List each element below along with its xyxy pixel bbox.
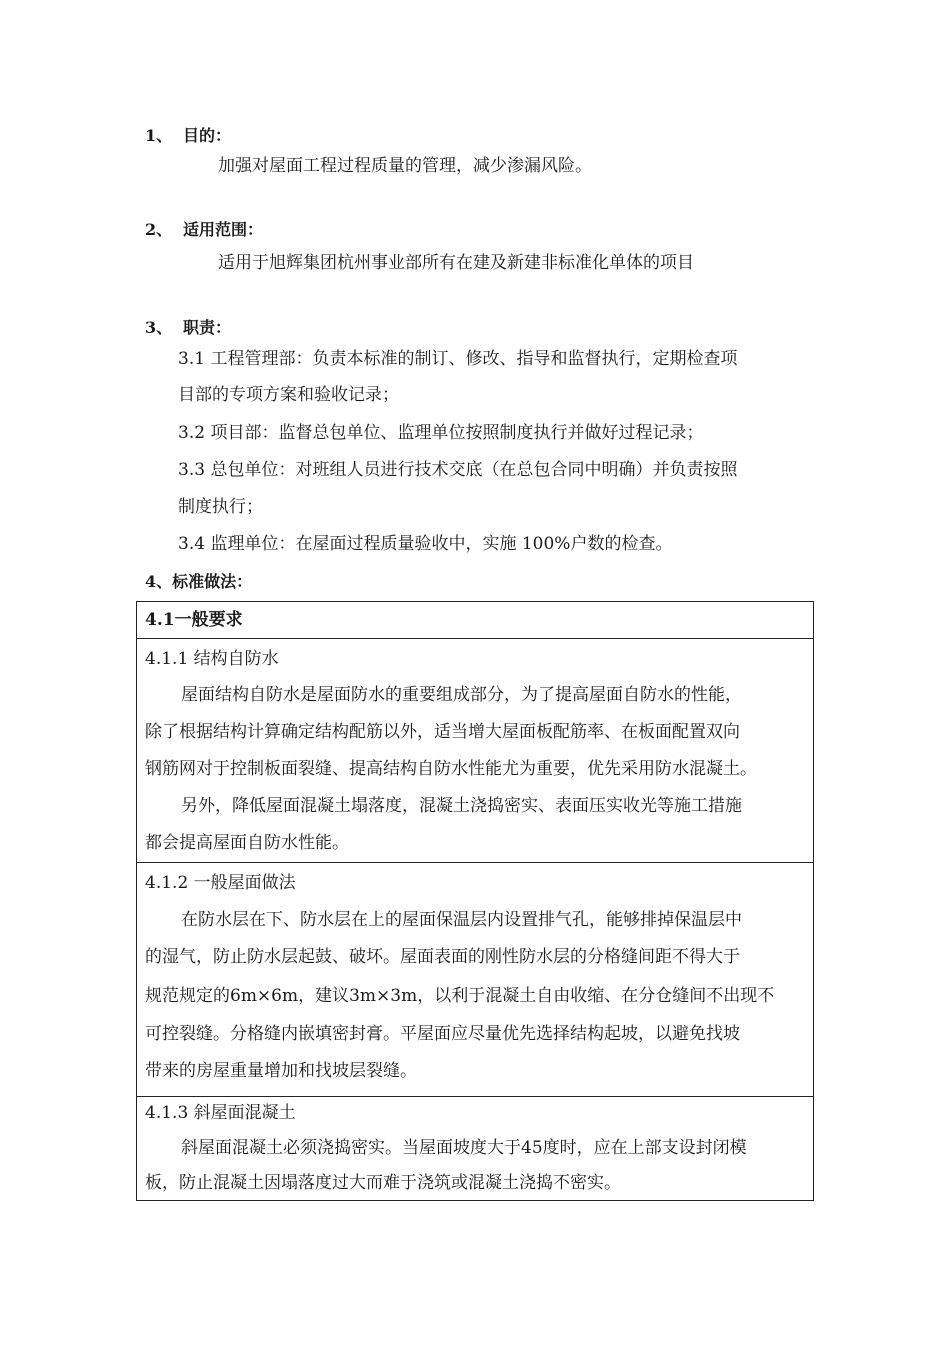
section-4-heading bbox=[145, 570, 252, 594]
item-line: 在防水层在下、防水层在上的屋面保温层内设置排气孔，能够排掉保温层中 bbox=[181, 910, 742, 930]
item-line: 斜屋面混凝土必须浇捣密实。当屋面坡度大于45度时，应在上部支设封闭模 bbox=[181, 1138, 747, 1158]
section-title: 标准做法： bbox=[172, 572, 253, 591]
section-title: 职责： bbox=[183, 318, 232, 337]
section-3-line: 3.3 总包单位：对班组人员进行技术交底（在总包合同中明确）并负责按照 bbox=[178, 460, 738, 480]
section-3-heading bbox=[145, 316, 231, 340]
item-line: 带来的房屋重量增加和找坡层裂缝。 bbox=[145, 1061, 417, 1081]
section-1-heading bbox=[145, 124, 231, 148]
section-1-text: 加强对屋面工程过程质量的管理，减少渗漏风险。 bbox=[218, 156, 592, 176]
section-2-heading bbox=[145, 218, 263, 242]
table-row bbox=[137, 862, 813, 1097]
table-row bbox=[137, 638, 813, 863]
section-3-line: 制度执行； bbox=[178, 497, 263, 517]
standards-table bbox=[136, 601, 814, 1201]
section-number: 2、 bbox=[145, 220, 173, 239]
table-header-row bbox=[137, 602, 813, 638]
section-3-line: 目部的专项方案和验收记录； bbox=[178, 385, 399, 405]
item-line: 板，防止混凝土因塌落度过大而难于浇筑或混凝土浇捣不密实。 bbox=[145, 1173, 621, 1193]
item-line: 可控裂缝。分格缝内嵌填密封膏。平屋面应尽量优先选择结构起坡，以避免找坡 bbox=[145, 1024, 740, 1044]
section-3-line: 3.4 监理单位：在屋面过程质量验收中，实施 100%户数的检查。 bbox=[178, 534, 673, 554]
item-title: 4.1.3 斜屋面混凝土 bbox=[145, 1103, 296, 1123]
item-line: 除了根据结构计算确定结构配筋以外，适当增大屋面板配筋率、在板面配置双向 bbox=[145, 722, 740, 742]
table-header: 4.1一般要求 bbox=[145, 610, 243, 630]
item-line: 屋面结构自防水是屋面防水的重要组成部分，为了提高屋面自防水的性能， bbox=[181, 685, 742, 705]
section-title: 适用范围： bbox=[183, 220, 264, 239]
item-title: 4.1.2 一般屋面做法 bbox=[145, 873, 296, 893]
item-title: 4.1.1 结构自防水 bbox=[145, 649, 279, 669]
section-number: 4、 bbox=[145, 572, 173, 591]
section-number: 1、 bbox=[145, 126, 173, 145]
item-line: 都会提高屋面自防水性能。 bbox=[145, 833, 349, 853]
section-3-line: 3.1 工程管理部：负责本标准的制订、修改、指导和监督执行，定期检查项 bbox=[178, 349, 738, 369]
item-line: 的湿气，防止防水层起鼓、破坏。屋面表面的刚性防水层的分格缝间距不得大于 bbox=[145, 947, 740, 967]
section-title: 目的： bbox=[183, 126, 232, 145]
item-line: 规范规定的6m×6m，建议3m×3m，以利于混凝土自由收缩、在分仓缝间不出现不 bbox=[145, 986, 775, 1006]
item-line: 钢筋网对于控制板面裂缝、提高结构自防水性能尤为重要，优先采用防水混凝土。 bbox=[145, 759, 757, 779]
section-number: 3、 bbox=[145, 318, 173, 337]
item-line: 另外，降低屋面混凝土塌落度，混凝土浇捣密实、表面压实收光等施工措施 bbox=[181, 796, 742, 816]
table-row bbox=[137, 1096, 813, 1203]
section-2-text: 适用于旭辉集团杭州事业部所有在建及新建非标准化单体的项目 bbox=[218, 253, 694, 273]
section-3-line: 3.2 项目部：监督总包单位、监理单位按照制度执行并做好过程记录； bbox=[178, 423, 704, 443]
